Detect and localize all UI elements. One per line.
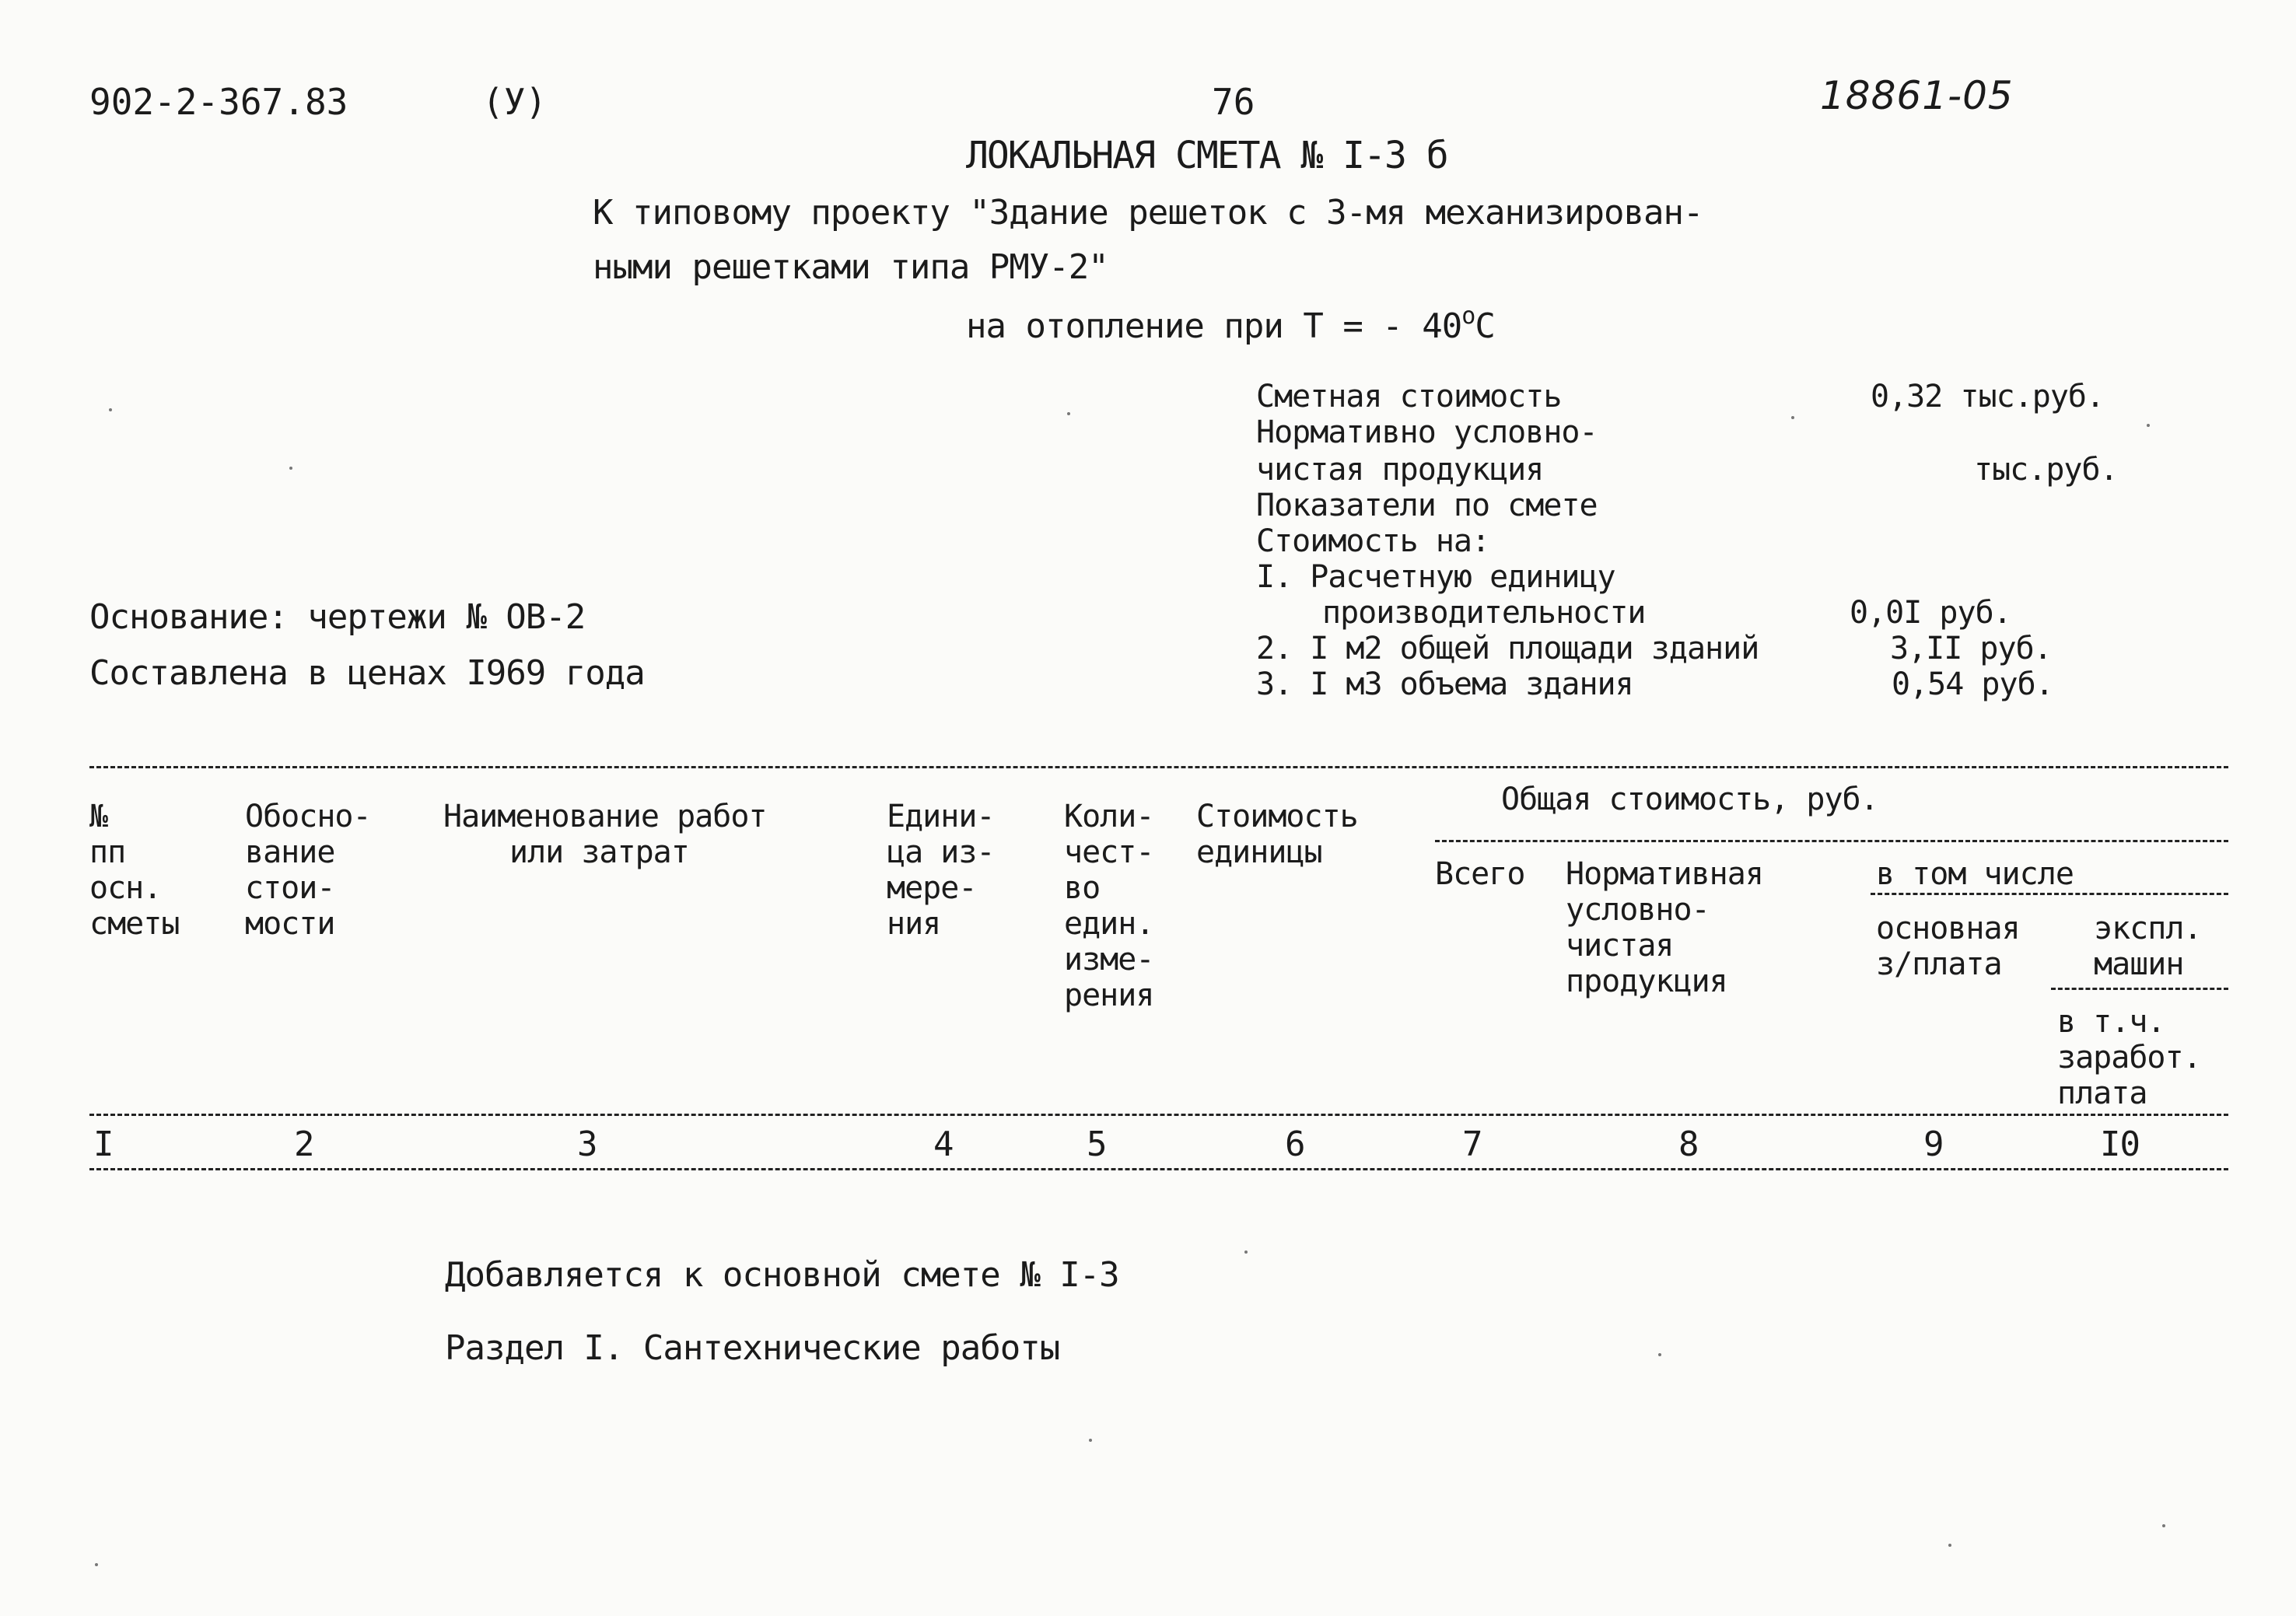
col5-line-3: во	[1064, 870, 1101, 906]
col3-line-2: или затрат	[509, 834, 689, 870]
scan-speck	[1791, 416, 1794, 419]
table-top-rule	[89, 766, 2228, 768]
normative-label-1: Нормативно условно-	[1256, 414, 1598, 450]
scan-speck	[1658, 1353, 1661, 1356]
col3-line-1: Наименование работ	[443, 799, 767, 834]
document-letter: (У)	[482, 81, 548, 123]
indicator-3-value: 0,54 руб.	[1892, 666, 2053, 702]
col1-line-1: №	[89, 799, 108, 834]
col4-line-1: Едини-	[887, 799, 995, 834]
col5-line-1: Коли-	[1064, 799, 1154, 834]
normative-label-2: чистая продукция	[1256, 452, 1544, 488]
col-number-6: 6	[1285, 1125, 1305, 1164]
scan-speck	[289, 467, 292, 470]
project-line-1: К типовому проекту "Здание решеток с 3-мя механизирован-	[593, 193, 1703, 233]
incl-rule	[1871, 893, 2228, 895]
col-number-5: 5	[1087, 1125, 1107, 1164]
machines-rule	[2051, 988, 2228, 990]
scan-speck	[1067, 412, 1070, 415]
project-line-3: на отопление при Т = - $40^оС$	[966, 303, 1495, 346]
total-cost-header: Общая стоимость, руб.	[1501, 782, 1878, 817]
col1-line-4: сметы	[89, 906, 180, 942]
col-number-1: I	[93, 1125, 114, 1164]
indicator-2-value: 3,II руб.	[1890, 631, 2052, 666]
col7-label: Всего	[1435, 856, 1525, 892]
project-line-2: ными решетками типа РМУ-2"	[593, 247, 1108, 287]
cost-label: Сметная стоимость	[1256, 379, 1562, 414]
basis-prices: Составлена в ценах I969 года	[89, 653, 645, 693]
col-number-9: 9	[1923, 1125, 1944, 1164]
indicators-label: Показатели по смете	[1256, 488, 1598, 523]
basis-drawings: Основание: чертежи № ОВ-2	[89, 597, 586, 637]
document-number: 902-2-367.83	[89, 81, 348, 123]
col10-sub-line-2: заработ.	[2057, 1040, 2201, 1076]
scan-speck	[1244, 1250, 1248, 1254]
col10-line-2: машин	[2094, 946, 2184, 982]
col-number-10: I0	[2100, 1125, 2140, 1164]
col8-line-1: Нормативная	[1566, 856, 1763, 892]
table-numbers-bottom-rule	[89, 1168, 2228, 1170]
col2-line-4: мости	[245, 906, 335, 942]
col5-line-5: изме-	[1064, 942, 1154, 978]
scan-speck	[2147, 424, 2150, 427]
page-number: 76	[1212, 81, 1255, 123]
cost-on-label: Стоимость на:	[1256, 523, 1490, 559]
col10-sub-line-3: плата	[2057, 1076, 2147, 1111]
col4-line-2: ца из-	[887, 834, 995, 870]
total-cost-rule	[1435, 840, 2228, 842]
indicator-3-label: 3. I м3 объема здания	[1256, 666, 1633, 702]
scan-speck	[95, 1563, 98, 1566]
col9-line-1: основная	[1876, 911, 2020, 946]
col10-sub-line-1: в т.ч.	[2057, 1004, 2165, 1040]
col-number-3: 3	[577, 1125, 597, 1164]
col2-line-2: вание	[245, 834, 335, 870]
col10-line-1: экспл.	[2094, 911, 2202, 946]
cost-value: 0,32 тыс.руб.	[1871, 379, 2105, 414]
normative-value: тыс.руб.	[1974, 452, 2118, 488]
col6-line-1: Стоимость	[1196, 799, 1358, 834]
table-header-bottom-rule	[89, 1114, 2228, 1116]
col4-line-3: мере-	[887, 870, 977, 906]
incl-header: в том числе	[1876, 856, 2074, 892]
col1-line-3: осн.	[89, 870, 162, 906]
col-number-4: 4	[933, 1125, 954, 1164]
indicator-2-label: 2. I м2 общей площади зданий	[1256, 631, 1759, 666]
col-number-2: 2	[294, 1125, 314, 1164]
section-title: Раздел I. Сантехнические работы	[445, 1328, 1060, 1368]
col2-line-3: стои-	[245, 870, 335, 906]
col-number-7: 7	[1462, 1125, 1482, 1164]
col4-line-4: ния	[887, 906, 941, 942]
estimate-title: ЛОКАЛЬНАЯ СМЕТА № I-3 б	[966, 134, 1447, 177]
col-number-8: 8	[1678, 1125, 1699, 1164]
indicator-1-value: 0,0I руб.	[1850, 595, 2011, 631]
col8-line-2: условно-	[1566, 892, 1710, 928]
scan-speck	[2162, 1524, 2165, 1527]
col5-line-6: рения	[1064, 978, 1154, 1013]
indicator-1-label: I. Расчетную единицу	[1256, 559, 1615, 595]
added-to-note: Добавляется к основной смете № I-3	[445, 1255, 1119, 1295]
col8-line-3: чистая	[1566, 928, 1674, 964]
scan-speck	[1948, 1544, 1951, 1547]
handwritten-code: 18861-05	[1820, 73, 2014, 118]
col6-line-2: единицы	[1196, 834, 1322, 870]
col8-line-4: продукция	[1566, 964, 1727, 999]
col1-line-2: пп	[89, 834, 126, 870]
col2-line-1: Обосно-	[245, 799, 371, 834]
scan-speck	[109, 408, 112, 411]
scan-speck	[1089, 1439, 1092, 1442]
col5-line-4: един.	[1064, 906, 1154, 942]
indicator-1-label-cont: производительности	[1322, 595, 1646, 631]
col5-line-2: чест-	[1064, 834, 1154, 870]
col9-line-2: з/плата	[1876, 946, 2002, 982]
